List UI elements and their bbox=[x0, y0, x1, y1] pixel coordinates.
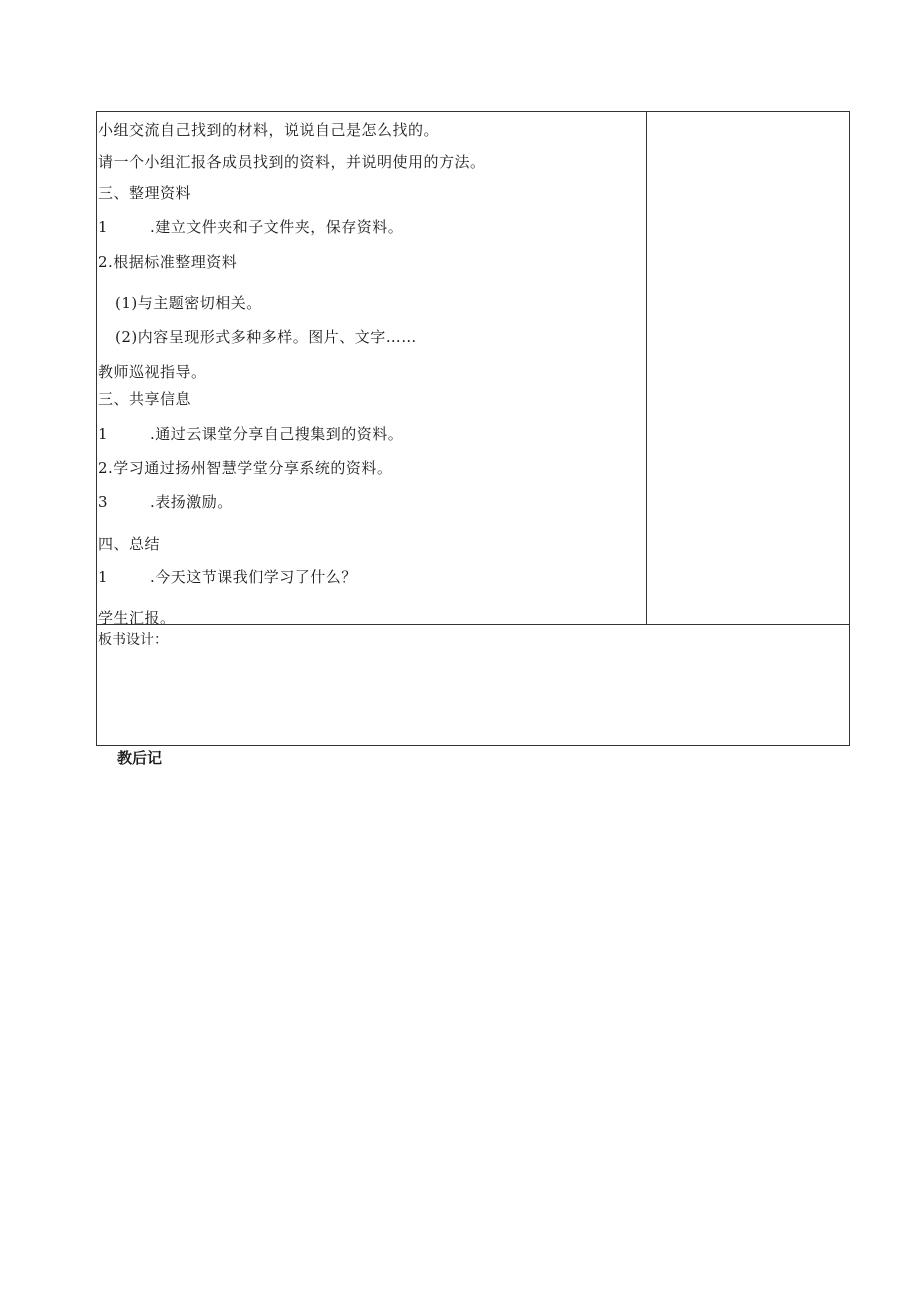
share-step-3 bbox=[98, 493, 233, 511]
after-class-notes-title: 教后记 bbox=[117, 749, 163, 767]
step-text: .表扬激励。 bbox=[150, 493, 233, 511]
notes-cell bbox=[647, 112, 849, 625]
step-number: 3 bbox=[98, 493, 109, 511]
step-number: 1 bbox=[98, 218, 109, 236]
teaching-process-cell bbox=[97, 112, 647, 625]
board-design-cell bbox=[97, 625, 849, 745]
section-heading-summary: 四、总结 bbox=[98, 535, 161, 553]
summary-step-1 bbox=[98, 568, 357, 586]
share-step-1 bbox=[98, 425, 403, 443]
section-heading-share: 三、共享信息 bbox=[98, 390, 192, 408]
line-group-exchange: 小组交流自己找到的材料，说说自己是怎么找的。 bbox=[98, 121, 440, 139]
step-number: 1 bbox=[98, 568, 109, 586]
student-report: 学生汇报。 bbox=[98, 609, 176, 625]
board-design-label: 板书设计： bbox=[98, 632, 168, 648]
organize-step-1 bbox=[98, 218, 403, 236]
organize-sub-2: (2)内容呈现形式多种多样。图片、文字…… bbox=[115, 328, 417, 346]
share-step-2: 2.学习通过扬州智慧学堂分享系统的资料。 bbox=[98, 459, 393, 477]
step-number: 1 bbox=[98, 425, 109, 443]
line-group-report: 请一个小组汇报各成员找到的资料，并说明使用的方法。 bbox=[98, 153, 486, 171]
lesson-plan-table bbox=[96, 111, 850, 746]
organize-sub-1: (1)与主题密切相关。 bbox=[115, 294, 262, 312]
teacher-guidance: 教师巡视指导。 bbox=[98, 363, 207, 381]
step-text: .通过云课堂分享自己搜集到的资料。 bbox=[150, 425, 404, 443]
section-heading-organize: 三、整理资料 bbox=[98, 184, 192, 202]
step-text: .建立文件夹和子文件夹，保存资料。 bbox=[150, 218, 404, 236]
step-text: .今天这节课我们学习了什么？ bbox=[150, 568, 357, 586]
organize-step-2: 2.根据标准整理资料 bbox=[98, 253, 238, 271]
